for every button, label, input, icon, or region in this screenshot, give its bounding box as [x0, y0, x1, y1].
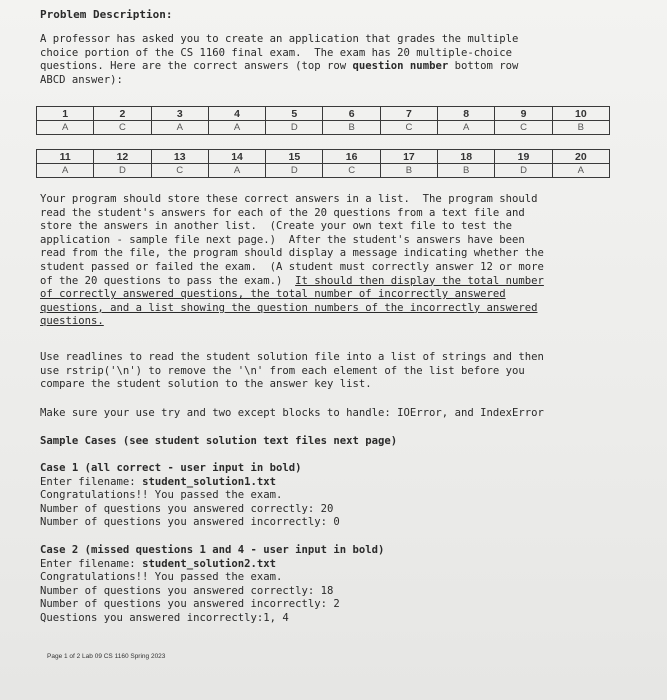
case-2-block — [40, 544, 384, 626]
question-number-cell: 7 — [380, 107, 437, 121]
question-number-cell: 14 — [208, 150, 265, 164]
answer-cell: A — [37, 164, 94, 178]
readlines-paragraph: Use readlines to read the student solution file into a list of strings and then use rstrip('\n') to remove the '\n' from each element of the list before you compare the student solution to the answer key list. — [40, 351, 544, 391]
case-1-output: Congratulations!! You passed the exam. Number of questions you answered correctly: 20 Number of questions you answered incorrectly: 0 — [40, 489, 340, 529]
case-2-output: Congratulations!! You passed the exam. Number of questions you answered correctly: 18 Number of questions you answered incorrectly: 2 Questions you answered incorrectly:1, 4 — [40, 571, 340, 624]
answer-row — [37, 164, 610, 178]
answer-key-table-1 — [36, 106, 610, 135]
case-2-title: Case 2 (missed questions 1 and 4 - user input in bold) — [40, 544, 385, 556]
answer-cell: D — [266, 164, 323, 178]
question-number-cell: 17 — [380, 150, 437, 164]
answer-cell: C — [380, 121, 437, 135]
answer-cell: A — [438, 121, 495, 135]
answer-cell: A — [151, 121, 208, 135]
case-2-input: student_solution2.txt — [142, 557, 276, 570]
question-number-cell: 18 — [438, 150, 495, 164]
question-number-cell: 6 — [323, 107, 380, 121]
requirements-text: Your program should store these correct answers in a list. The program should read the student's answers for each of the 20 questions from a text file and store the answers in another list. (Create your own text file to test the application - sample file next page.) After the student's answers have been read from the file, the program should display a message indicating whether the student passed or failed the exam. (A student must correctly answer 12 or more of the 20 questions to pass the exam.) — [40, 193, 544, 287]
answer-cell: B — [380, 164, 437, 178]
answer-cell: A — [552, 164, 609, 178]
requirements-underlined-text: It should then display the total number of correctly answered questions, the total number of incorrectly answered questions, and a list showing the question numbers of the incorrectly answered questions. — [40, 274, 544, 328]
question-number-cell: 2 — [94, 107, 151, 121]
intro-line: bottom row — [448, 60, 519, 73]
case-1-title: Case 1 (all correct - user input in bold) — [40, 462, 302, 474]
intro-line: A professor has asked you to create an application that grades the multiple — [40, 33, 519, 45]
question-number-cell: 19 — [495, 150, 552, 164]
question-number-cell: 3 — [151, 107, 208, 121]
intro-paragraph — [40, 33, 610, 87]
intro-line: ABCD answer): — [40, 73, 123, 86]
intro-line: choice portion of the CS 1160 final exam. The exam has 20 multiple-choice — [40, 46, 512, 59]
question-number-cell: 1 — [37, 107, 94, 121]
answer-key-table-2 — [36, 149, 610, 178]
answer-cell: C — [94, 121, 151, 135]
requirements-paragraph — [40, 193, 544, 329]
answer-cell: C — [323, 164, 380, 178]
sample-cases-heading: Sample Cases (see student solution text files next page) — [40, 435, 398, 447]
answer-cell: C — [495, 121, 552, 135]
case-1-input: student_solution1.txt — [142, 475, 276, 488]
case-2-prompt: Enter filename: — [40, 557, 143, 570]
question-number-cell: 11 — [37, 150, 94, 164]
case-1-prompt: Enter filename: — [40, 475, 143, 488]
exceptions-paragraph: Make sure your use try and two except blocks to handle: IOError, and IndexError — [40, 407, 544, 419]
question-number-cell: 16 — [323, 150, 380, 164]
answer-cell: B — [323, 121, 380, 135]
question-number-cell: 9 — [495, 107, 552, 121]
answer-cell: B — [438, 164, 495, 178]
question-number-row — [37, 150, 610, 164]
answer-cell: C — [151, 164, 208, 178]
question-number-cell: 20 — [552, 150, 609, 164]
question-number-cell: 15 — [266, 150, 323, 164]
page-title: Problem Description: — [40, 8, 173, 21]
answer-cell: A — [208, 121, 265, 135]
answer-cell: D — [94, 164, 151, 178]
question-number-cell: 5 — [266, 107, 323, 121]
answer-row — [37, 121, 610, 135]
case-1-block — [40, 462, 340, 530]
page-footer: Page 1 of 2 Lab 09 CS 1160 Spring 2023 — [47, 653, 166, 660]
answer-cell: D — [495, 164, 552, 178]
question-number-cell: 12 — [94, 150, 151, 164]
answer-cell: A — [37, 121, 94, 135]
answer-cell: B — [552, 121, 609, 135]
answer-cell: A — [208, 164, 265, 178]
question-number-row — [37, 107, 610, 121]
question-number-cell: 8 — [438, 107, 495, 121]
question-number-cell: 4 — [208, 107, 265, 121]
question-number-cell: 13 — [151, 150, 208, 164]
intro-line: questions. Here are the correct answers (top row — [40, 60, 353, 73]
answer-cell: D — [266, 121, 323, 135]
question-number-cell: 10 — [552, 107, 609, 121]
intro-bold-text: question number — [352, 60, 449, 73]
